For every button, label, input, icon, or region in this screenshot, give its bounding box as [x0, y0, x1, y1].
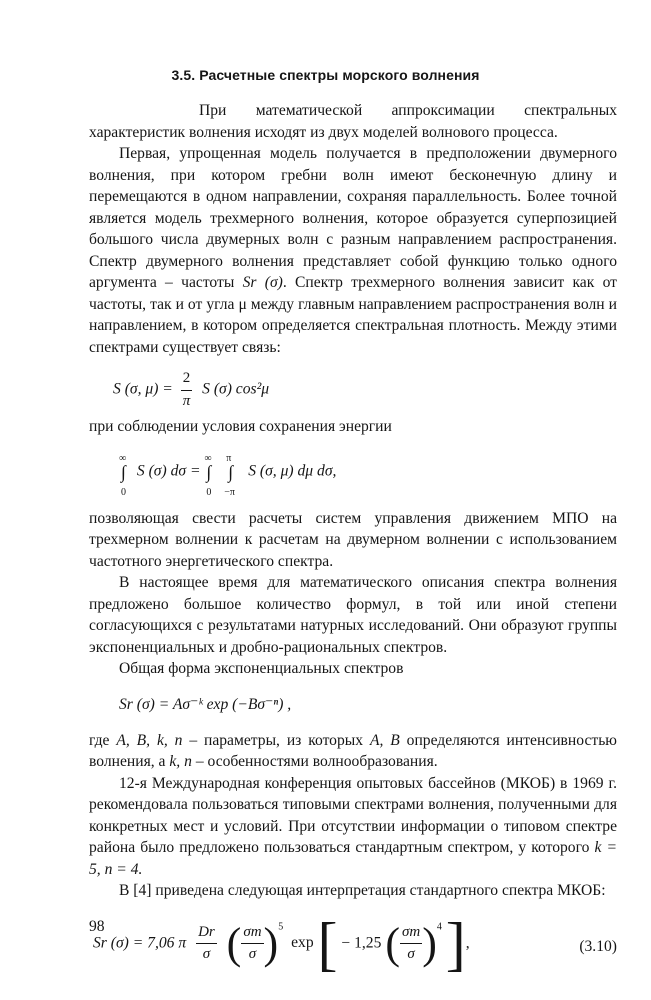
paragraph-three-dimensional: позволяющая свести расчеты систем управления движением МПО на трехмерном волнении к расчетам на двумерном волнении с использованием частотного энергетического спектра. — [89, 509, 617, 570]
integral-1-symbol: ∫ — [121, 461, 126, 482]
eq1-rhs: S (σ) cos²μ — [202, 380, 270, 398]
paragraph-models — [89, 143, 617, 358]
paragraph-models-text-2: . Спектр трехмерного волнения зависит как от частоты, так и от угла μ между главным направлением распространения волн и направлением, в котором определяется спектральная плотность. Между этими спектрами существует связь: — [89, 274, 617, 356]
equation-energy-conservation — [89, 438, 617, 508]
param-vars-kn: k, n — [169, 753, 192, 770]
eq4-power-1: 5 — [278, 921, 284, 933]
integral-3-symbol: ∫ — [228, 461, 234, 482]
param-vars-ab: A, B — [369, 731, 400, 749]
paragraph-conference — [89, 773, 617, 881]
inline-sr: Sr (σ) — [242, 274, 283, 291]
kn-values: k = 5, n = 4. — [89, 839, 618, 878]
eq1-denominator: π — [182, 392, 191, 409]
integral-1 — [119, 452, 133, 498]
page-number: 98 — [89, 918, 105, 935]
eq4-bracket-open: [ — [317, 910, 338, 977]
equation-number: (3.10) — [579, 937, 617, 955]
eq4-paren-open-1: ( — [226, 918, 242, 968]
param-text-1: – параметры, из которых — [189, 731, 364, 749]
page-body — [89, 100, 617, 978]
conference-text: 12-я Международная конференция опытовых бассейнов (МКОБ) в 1969 г. рекомендовала пользоваться типовыми спектрами волнения, полученными для конкретных мест и условий. При отсутствии информации о типовом спектре района было предложено пользоваться стандартным спектром, у которого — [89, 774, 617, 856]
paragraph-models-text: Первая, упрощенная модель получается в предположении двумерного волнения, при котором гребни волн имеют бесконечную длину и перемещаются в одном направлении, сохраняя параллельность. Более точной является модель трехмерного волнения, которое образуется суперпозицией большого числа двумерных волн с разным направлением распространения. Спектр двумерного волнения представляет собой функцию только одного аргумента – частоты — [89, 145, 617, 291]
paragraph-intro: При математической аппроксимации спектральных характеристик волнения исходят из двух моделей волнового процесса. — [89, 102, 617, 141]
eq4-fraction-sm-2 — [400, 922, 422, 966]
integral-3-upper: π — [226, 452, 232, 464]
eq4-lhs: Sr (σ) = 7,06 π — [93, 934, 187, 952]
integral-1-upper: ∞ — [119, 452, 127, 464]
eq2-middle: S (σ) dσ = — [136, 462, 201, 480]
eq4-fraction-sm — [241, 922, 263, 966]
param-vars-all: A, B, k, n — [116, 731, 183, 749]
integral-3 — [222, 452, 244, 498]
equation-directional-spectrum — [89, 358, 617, 416]
eq4-inner2-numerator: σm — [401, 923, 421, 940]
paragraph-formulas: В настоящее время для математического описания спектра волнения предложено большое количество формул, в той или иной степени согласующихся с результатами натурных исследований. Они образуют группы экспоненциальных и дробно-рациональных спектров. — [89, 574, 617, 656]
eq4-paren-close-1: ) — [263, 918, 279, 968]
eq4-comma: , — [465, 934, 470, 952]
integral-2-upper: ∞ — [204, 452, 212, 464]
eq4-numerator: Dr — [198, 923, 215, 940]
eq1-lhs: S (σ, μ) = — [113, 380, 173, 398]
integral-3-lower: −π — [224, 486, 235, 498]
eq4-power-2: 4 — [436, 921, 442, 933]
eq4-bracket-close: ] — [445, 910, 466, 977]
eq4-paren-close-2: ) — [422, 918, 437, 968]
paragraph-energy-condition: при соблюдении условия сохранения энергии — [89, 418, 392, 435]
eq1-numerator: 2 — [182, 370, 191, 386]
eq4-denominator: σ — [202, 946, 211, 962]
integral-2-symbol: ∫ — [206, 461, 212, 482]
eq4-paren-open-2: ( — [385, 918, 400, 968]
eq2-rhs: S (σ, μ) dμ dσ, — [248, 462, 337, 480]
eq4-fraction-dr — [196, 922, 217, 966]
integral-1-lower: 0 — [121, 486, 126, 498]
paragraph-interpretation: В [4] приведена следующая интерпретация стандартного спектра МКОБ: — [119, 882, 606, 899]
param-text-3: – особенностями волнообразования. — [195, 753, 438, 770]
integral-2 — [204, 452, 218, 498]
eq4-exp: exp — [291, 934, 314, 952]
paragraph-parameters — [89, 730, 617, 773]
eq4-inner-denominator: σ — [248, 946, 257, 962]
eq4-coefficient: − 1,25 — [341, 934, 382, 952]
eq4-inner2-denominator: σ — [407, 946, 415, 962]
param-where: где — [89, 731, 110, 749]
eq1-fraction — [181, 368, 193, 412]
eq4-inner-numerator: σm — [243, 923, 262, 940]
section-heading: 3.5. Расчетные спектры морского волнения — [171, 67, 480, 83]
integral-2-lower: 0 — [206, 486, 212, 498]
equation-exponential-spectrum — [89, 680, 617, 730]
eq3-text: Sr (σ) = Aσ⁻ᵏ exp (−Bσ⁻ⁿ) , — [119, 695, 292, 713]
paragraph-general-form: Общая форма экспоненциальных спектров — [119, 660, 404, 677]
equation-3-10 — [89, 902, 617, 978]
param-text-2: определяются интенсивностью волнения, а — [89, 731, 617, 770]
